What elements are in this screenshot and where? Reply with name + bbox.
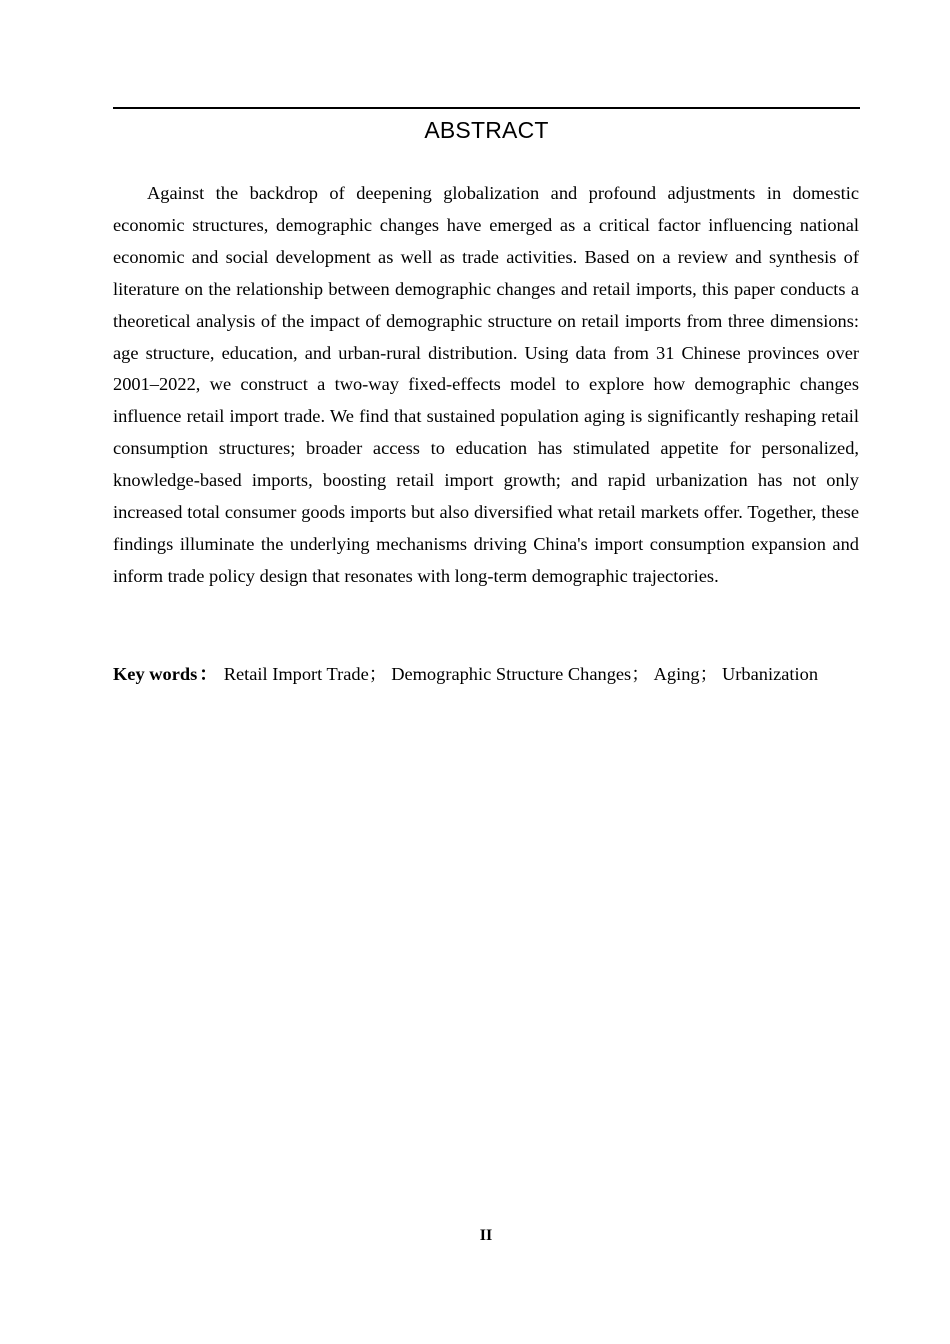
abstract-title: ABSTRACT — [424, 117, 549, 143]
abstract-body: Against the backdrop of deepening globalization and profound adjustments in domestic economic structures, demographic changes have emerged as a critical factor influencing national economic and social development as well as trade activities. Based on a review and synthesis of literature on the relationship between demographic changes and retail imports, this paper conducts a theoretical analysis of the impact of demographic structure on retail imports from three dimensions: age structure, education, and urban-rural distribution. Using data from 31 Chinese provinces over 2001–2022, we construct a two-way fixed-effects model to explore how demographic changes influence retail import trade. We find that sustained population aging is significantly reshaping retail consumption structures; broader access to education has stimulated appetite for personalized, knowledge-based imports, boosting retail import growth; and rapid urbanization has not only increased total consumer goods imports but also diversified what retail markets offer. Together, these findings illuminate the underlying mechanisms driving China's import consumption expansion and inform trade policy design that resonates with long-term demographic trajectories. — [113, 183, 859, 586]
keywords-label: Key words — [113, 664, 198, 684]
keyword-separator: ； — [699, 664, 719, 684]
keyword-item: Demographic Structure Changes — [391, 664, 632, 684]
page-number: II — [479, 1227, 493, 1244]
keyword-item: Aging — [653, 664, 700, 684]
keyword-item: Urbanization — [722, 664, 819, 684]
header-rule — [113, 107, 860, 109]
keywords-colon: ： — [199, 664, 218, 684]
keyword-separator: ； — [368, 664, 388, 684]
keyword-separator: ； — [631, 664, 650, 684]
keyword-item: Retail Import Trade — [223, 664, 369, 684]
keywords-line — [113, 658, 860, 690]
